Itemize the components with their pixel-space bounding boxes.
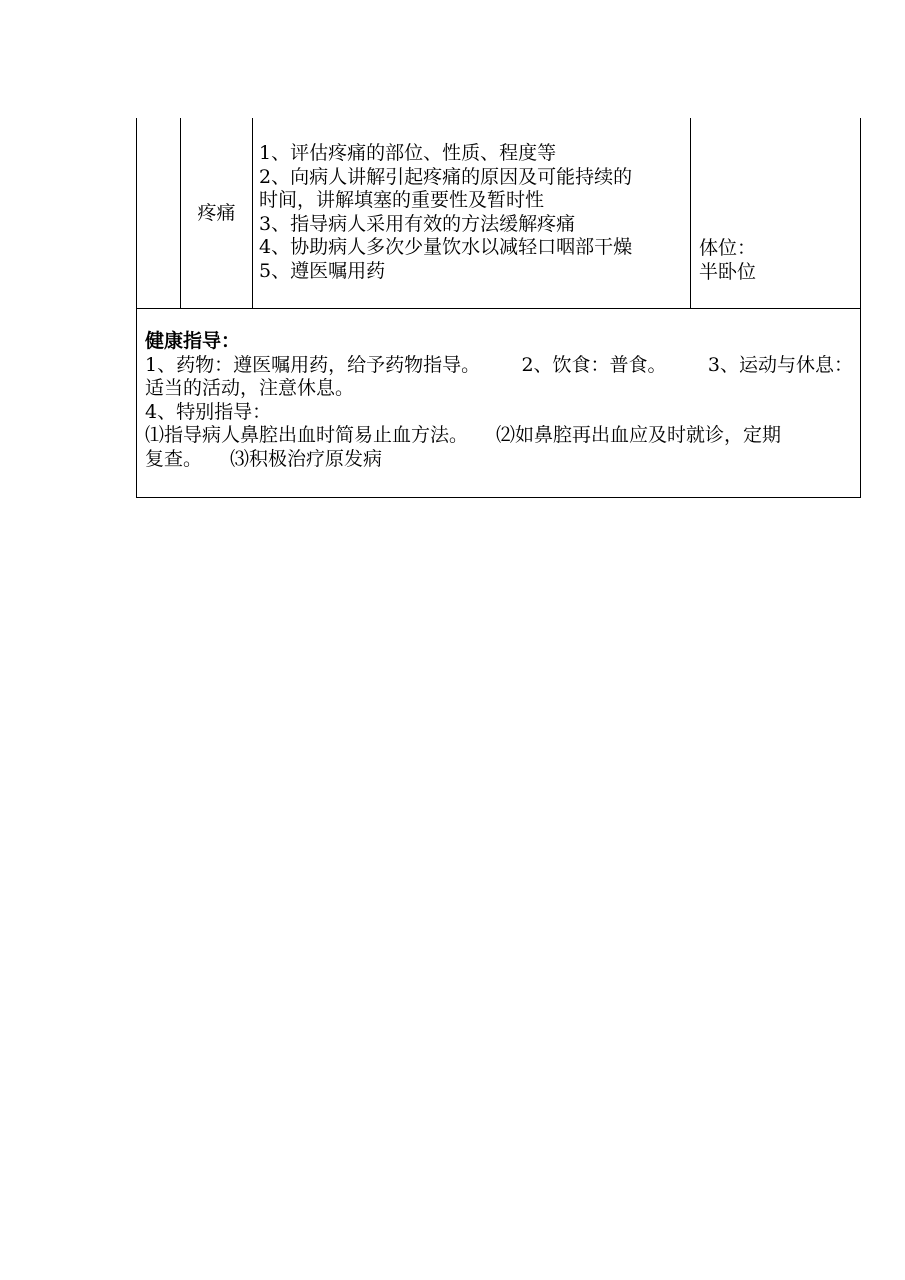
pain-row [137,118,860,309]
column-divider [690,118,691,308]
guidance-exercise-label: 3、运动与休息： [707,353,853,376]
position-cell [699,237,859,284]
problem-label: 疼痛 [197,201,236,224]
position-value: 半卧位 [699,260,757,283]
guidance-medication: 1、药物：遵医嘱用药，给予药物指导。 [145,353,481,376]
column-divider [252,118,253,308]
health-guidance-title: 健康指导： [145,330,241,352]
nursing-care-table [136,118,861,498]
measure-line: 3、指导病人采用有效的方法缓解疼痛 [259,212,576,235]
measure-line: 2、向病人讲解引起疼痛的原因及可能持续的 [259,165,633,188]
measure-line: 4、协助病人多次少量饮水以减轻口咽部干燥 [259,236,633,258]
measure-line: 1、评估疼痛的部位、性质、程度等 [259,142,557,164]
special-item-2: ⑵如鼻腔再出血应及时就诊，定期 [496,424,782,446]
guidance-special-line [145,424,853,448]
special-item-1: ⑴指导病人鼻腔出血时简易止血方法。 [145,424,469,446]
measure-line: 时间，讲解填塞的重要性及暂时性 [259,189,545,211]
problem-cell [181,118,252,308]
measures-cell [259,142,687,283]
measure-line: 5、遵医嘱用药 [259,259,386,282]
special-item-2-cont: 复查。 [145,447,203,470]
guidance-special-line-2 [145,448,853,472]
guidance-diet: 2、饮食：普食。 [521,353,667,376]
position-label: 体位： [699,237,757,259]
health-guidance-section [145,330,853,471]
guidance-exercise-text: 适当的活动，注意休息。 [145,377,355,399]
special-item-3: ⑶积极治疗原发病 [230,447,383,470]
guidance-special-title: 4、特别指导： [145,400,272,423]
guidance-line-1 [145,354,853,378]
